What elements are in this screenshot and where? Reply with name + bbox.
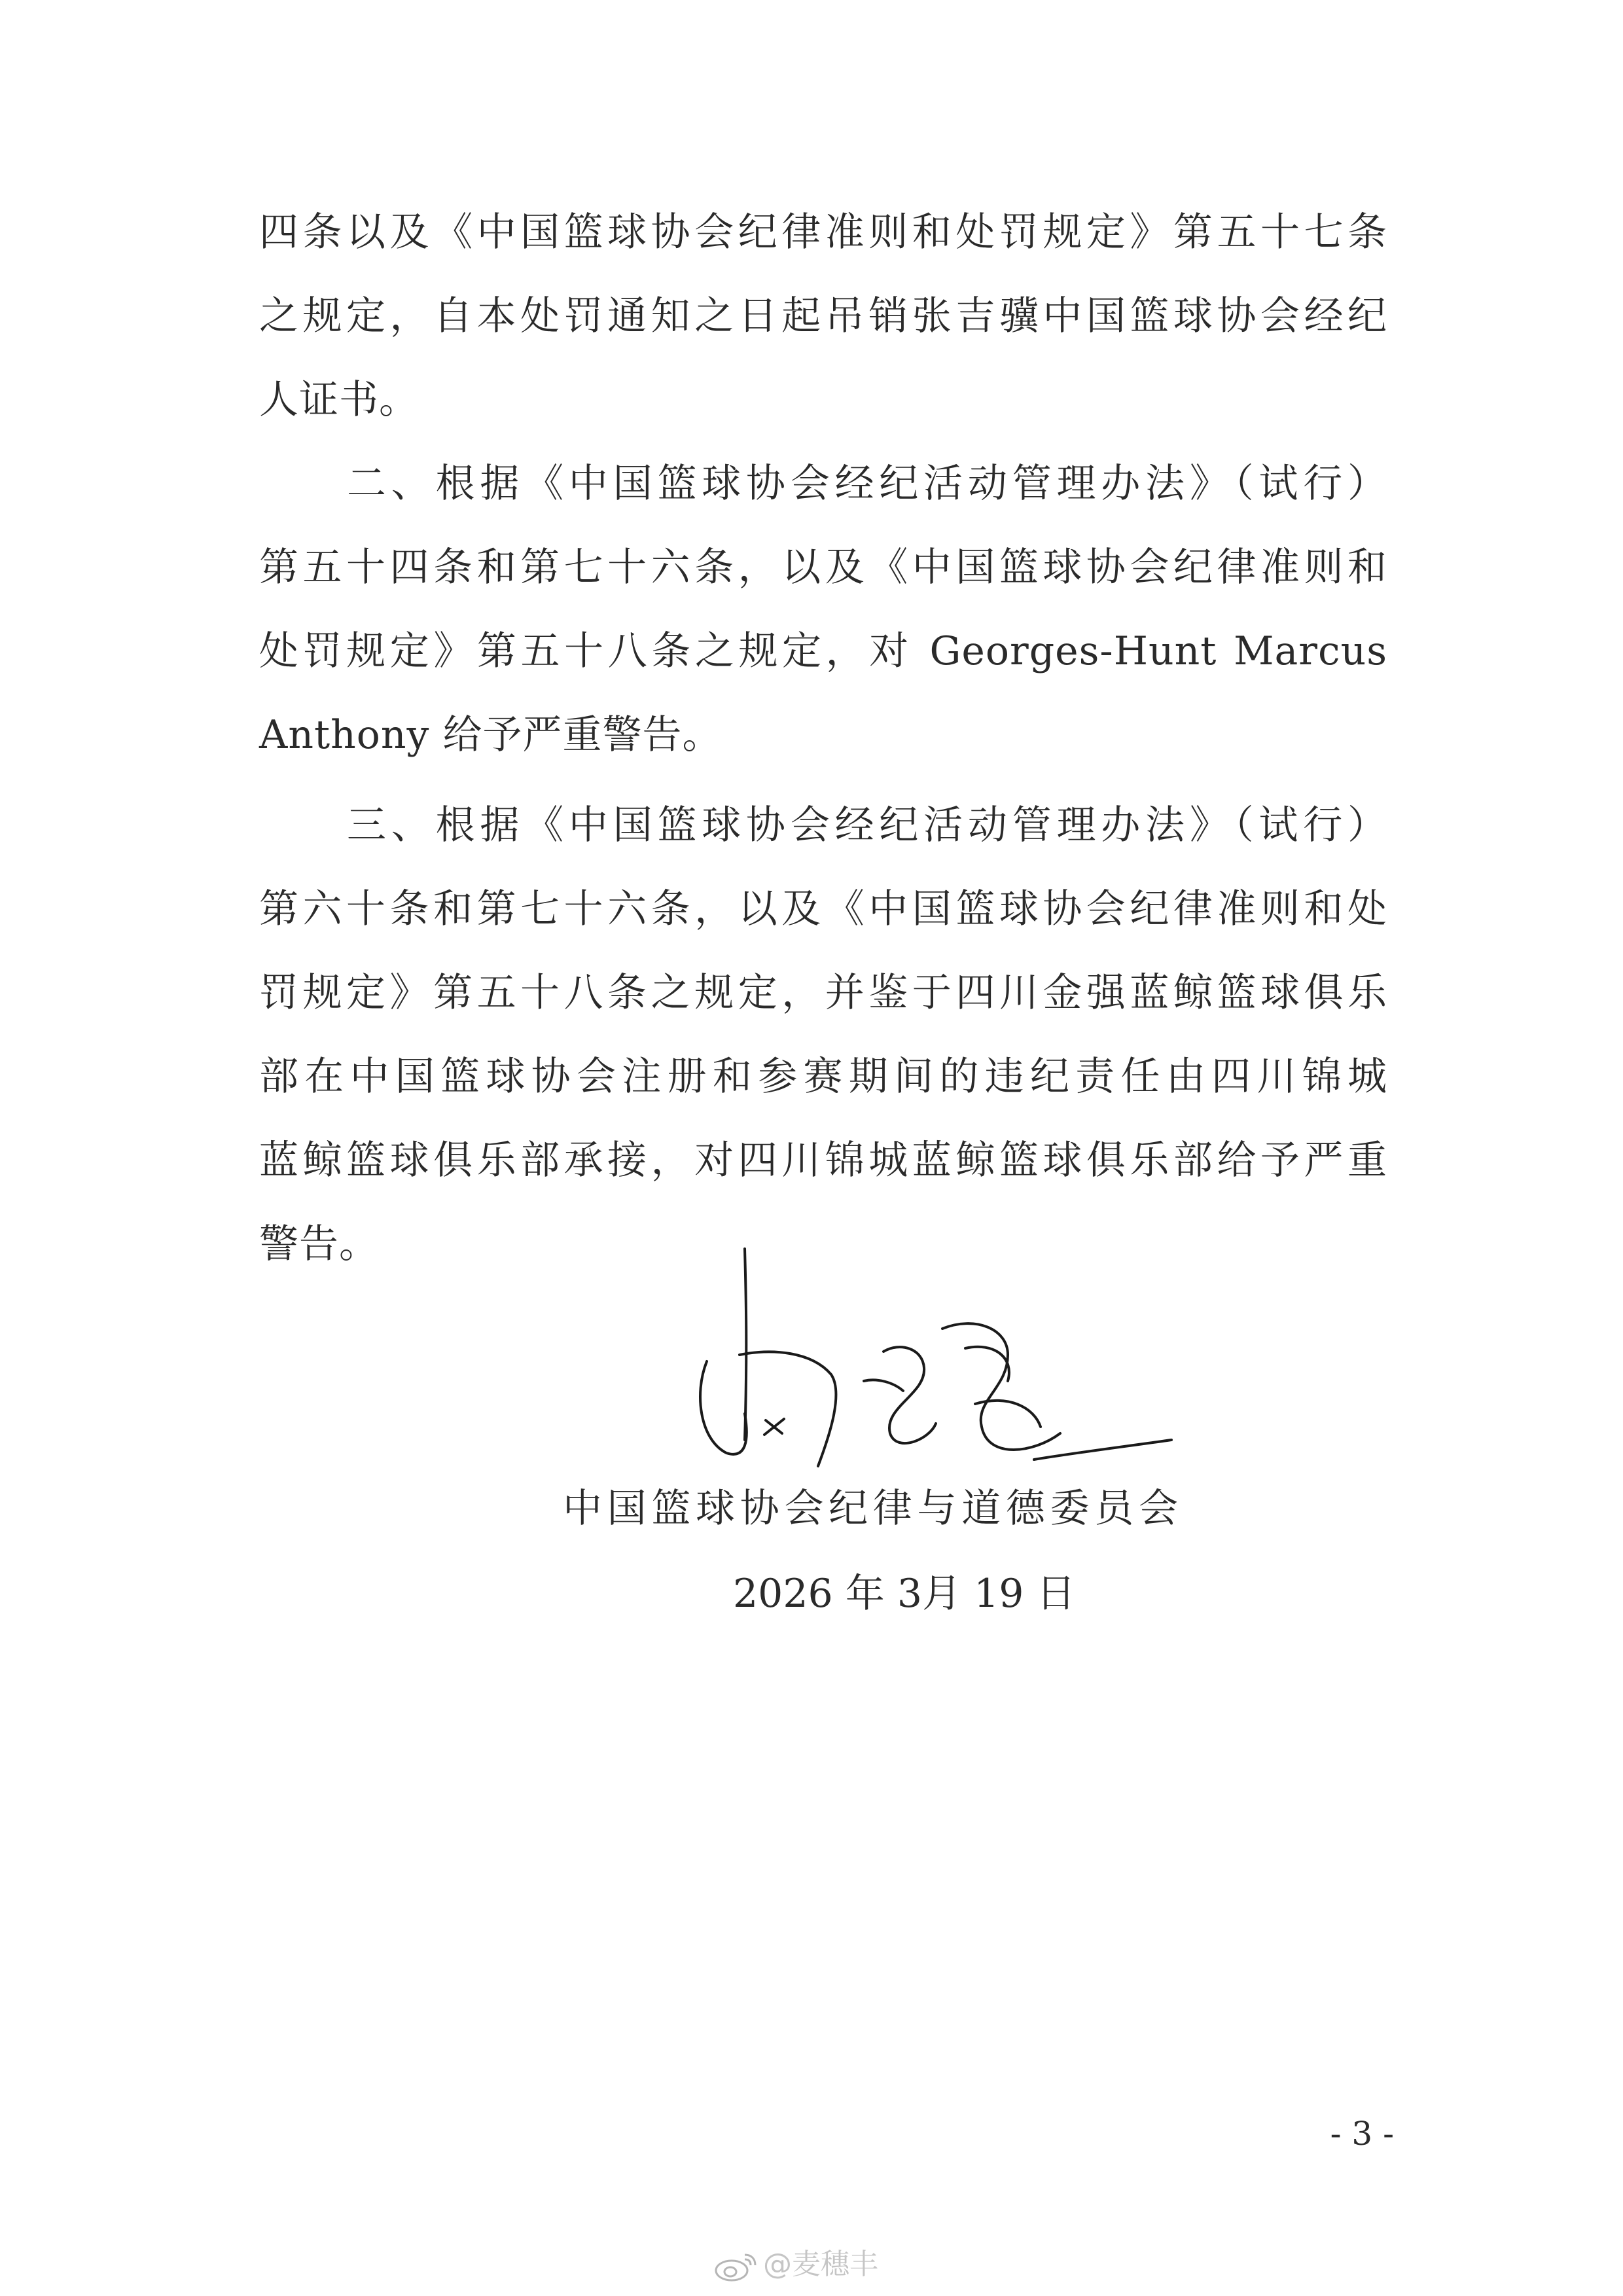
paragraph-2-line-2: 第五十四条和第七十六条，以及《中国篮球协会纪律准则和 — [259, 545, 1387, 590]
paragraph-2-line-3: 处罚规定》第五十八条之规定，对 Georges-Hunt Marcus — [259, 628, 1387, 674]
watermark-text: @麦穗丰 — [763, 2248, 878, 2281]
watermark — [713, 2242, 929, 2287]
paragraph-1-line-3: 人证书。 — [259, 377, 419, 423]
paragraph-3-line-6: 警告。 — [259, 1221, 379, 1267]
paragraph-3-line-3: 罚规定》第五十八条之规定，并鉴于四川金强蓝鲸篮球俱乐 — [259, 970, 1387, 1016]
issuing-organization: 中国篮球协会纪律与道德委员会 — [563, 1486, 1178, 1532]
weibo-icon — [713, 2250, 759, 2282]
handwritten-signature — [668, 1244, 1191, 1492]
paragraph-2-line-4: Anthony 给予严重警告。 — [259, 712, 722, 758]
paragraph-3-line-1: 三、根据《中国篮球协会经纪活动管理办法》（试行） — [347, 802, 1387, 848]
paragraph-1-line-2: 之规定，自本处罚通知之日起吊销张吉骥中国篮球协会经纪 — [259, 293, 1387, 339]
page-number: - 3 - — [1330, 2115, 1394, 2153]
paragraph-2-line-1: 二、根据《中国篮球协会经纪活动管理办法》（试行） — [347, 461, 1387, 507]
issue-date: 2026 年 3月 19 日 — [733, 1571, 1076, 1617]
paragraph-3-line-2: 第六十条和第七十六条，以及《中国篮球协会纪律准则和处 — [259, 886, 1387, 932]
paragraph-1-line-1: 四条以及《中国篮球协会纪律准则和处罚规定》第五十七条 — [259, 209, 1387, 255]
paragraph-3-line-5: 蓝鲸篮球俱乐部承接，对四川锦城蓝鲸篮球俱乐部给予严重 — [259, 1138, 1387, 1183]
paragraph-3-line-4: 部在中国篮球协会注册和参赛期间的违纪责任由四川锦城 — [259, 1054, 1387, 1100]
